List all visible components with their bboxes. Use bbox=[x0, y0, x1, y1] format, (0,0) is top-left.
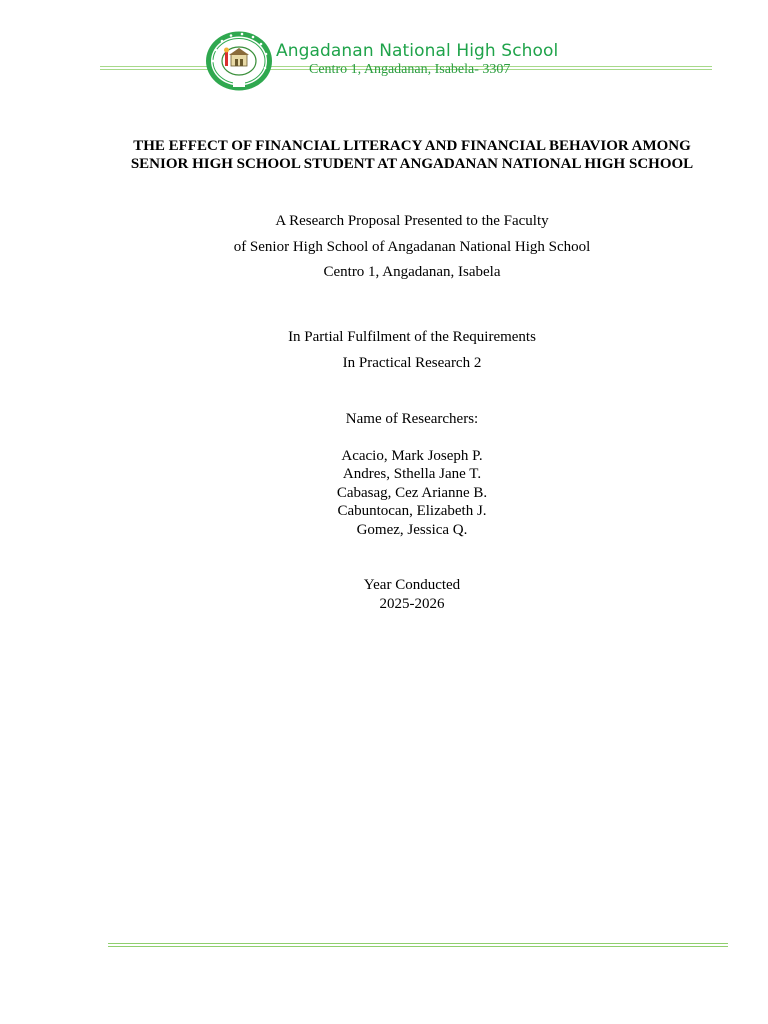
proposal-line-1: A Research Proposal Presented to the Faculty bbox=[275, 213, 549, 229]
researcher-name: Andres, Sthella Jane T. bbox=[342, 466, 482, 482]
fulfilment-line-2: In Practical Research 2 bbox=[342, 355, 482, 371]
researcher-name: Cabuntocan, Elizabeth J. bbox=[337, 503, 487, 519]
school-seal-icon bbox=[204, 30, 274, 92]
fulfilment-line-1: In Partial Fulfilment of the Requirements bbox=[288, 329, 536, 345]
title-line-1: THE EFFECT OF FINANCIAL LITERACY AND FINANCIAL BEHAVIOR AMONG bbox=[133, 138, 691, 154]
year-heading: Year Conducted bbox=[363, 577, 461, 593]
footer-rule bbox=[108, 943, 728, 944]
proposal-line-2: of Senior High School of Angadanan National High School bbox=[233, 239, 591, 255]
researcher-name: Acacio, Mark Joseph P. bbox=[341, 448, 483, 464]
letterhead bbox=[0, 0, 768, 100]
researcher-name: Cabasag, Cez Arianne B. bbox=[336, 485, 488, 501]
school-address: Centro 1, Angadanan, Isabela- 3307 bbox=[309, 62, 511, 77]
footer-rule bbox=[108, 946, 728, 947]
researchers-heading: Name of Researchers: bbox=[345, 411, 479, 427]
researcher-name: Gomez, Jessica Q. bbox=[356, 522, 468, 538]
proposal-line-3: Centro 1, Angadanan, Isabela bbox=[323, 264, 501, 280]
year-value: 2025-2026 bbox=[379, 596, 445, 612]
title-line-2: SENIOR HIGH SCHOOL STUDENT AT ANGADANAN NATIONAL HIGH SCHOOL bbox=[130, 156, 694, 172]
school-name: Angadanan National High School bbox=[276, 41, 559, 61]
